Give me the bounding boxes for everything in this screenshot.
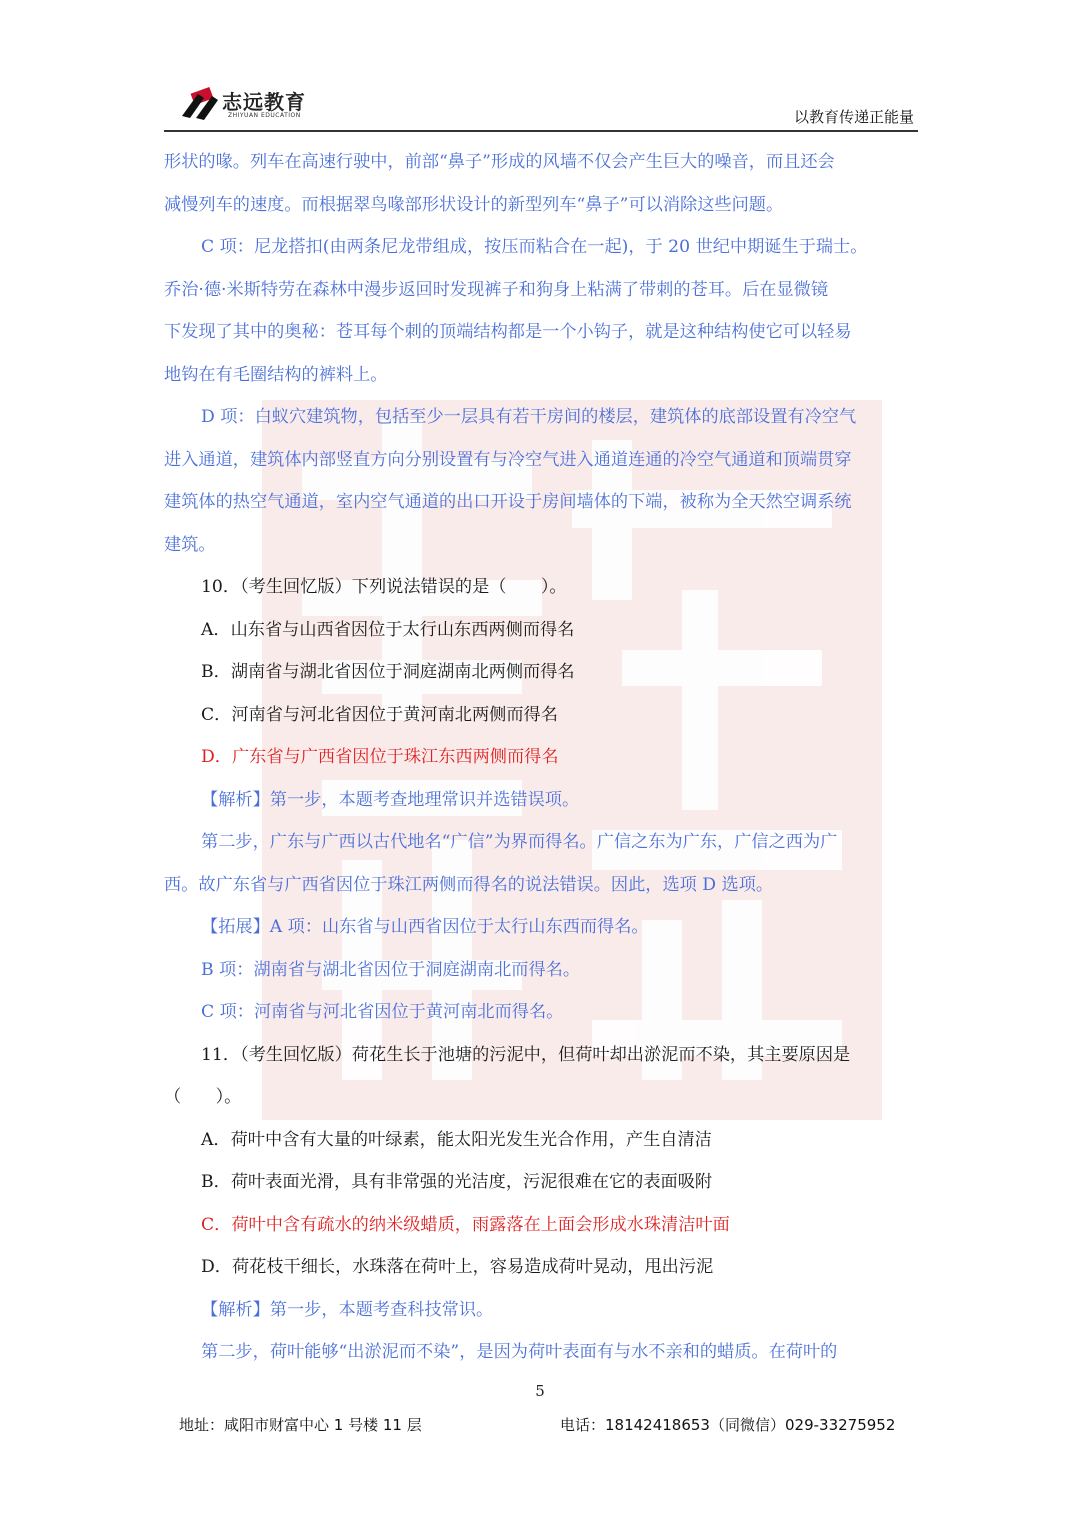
header-divider [164,130,918,132]
text-line: 形状的喙。列车在高速行驶中，前部“鼻子”形成的风墙不仅会产生巨大的噪音，而且还会 [164,152,835,172]
text-line: C．河南省与河北省因位于黄河南北两侧而得名 [201,704,558,725]
page-number: 5 [535,1382,545,1400]
text-line: C 项：河南省与河北省因位于黄河南北而得名。 [201,1002,564,1022]
logo-mark-icon [178,80,222,122]
text-line: B．荷叶表面光滑，具有非常强的光洁度，污泥很难在它的表面吸附 [201,1172,713,1192]
document-body [164,141,918,1374]
text-line: 下发现了其中的奥秘：苍耳每个刺的顶端结构都是一个小钩子，就是这种结构使它可以轻易 [164,322,852,342]
text-line: 10．（考生回忆版）下列说法错误的是（ ）。 [201,577,567,597]
text-line: 第二步，荷叶能够“出淤泥而不染”，是因为荷叶表面有与水不亲和的蜡质。在荷叶的 [201,1342,838,1362]
logo-english-text: ZHIYUAN EDUCATION [228,112,301,119]
text-line: B．湖南省与湖北省因位于洞庭湖南北两侧而得名 [201,662,575,682]
text-line: 建筑体的热空气通道，室内空气通道的出口开设于房间墙体的下端，被称为全天然空调系统 [164,492,852,512]
text-line: A．山东省与山西省因位于太行山东西两侧而得名 [201,619,575,640]
page-header [164,76,918,132]
text-line: C．荷叶中含有疏水的纳米级蜡质，雨露落在上面会形成水珠清洁叶面 [201,1214,730,1235]
text-line: 【拓展】A 项：山东省与山西省因位于太行山东西而得名。 [201,917,649,937]
text-line: 【解析】第一步，本题考查地理常识并选错误项。 [201,789,580,810]
text-line: D．广东省与广西省因位于珠江东西两侧而得名 [201,747,559,767]
text-line: 减慢列车的速度。而根据翠鸟喙部形状设计的新型列车“鼻子”可以消除这些问题。 [164,194,784,215]
text-line: 11．（考生回忆版）荷花生长于池塘的污泥中，但荷叶却出淤泥而不染，其主要原因是 [201,1044,851,1065]
text-line: 第二步，广东与广西以古代地名“广信”为界而得名。广信之东为广东，广信之西为广 [201,832,838,852]
text-line: （ ）。 [164,1087,242,1107]
text-line: B 项：湖南省与湖北省因位于洞庭湖南北而得名。 [201,959,581,980]
text-line: 进入通道，建筑体内部竖直方向分别设置有与冷空气进入通道连通的冷空气通道和顶端贯穿 [164,449,852,470]
footer-phone: 电话：18142418653（同微信）029-33275952 [560,1416,896,1434]
brand-logo [178,80,348,124]
text-line: D．荷花枝干细长，水珠落在荷叶上，容易造成荷叶晃动，甩出污泥 [201,1257,714,1277]
text-line: C 项：尼龙搭扣(由两条尼龙带组成，按压而粘合在一起)，于 20 世纪中期诞生于瑞士。 [201,237,868,257]
text-line: D 项：白蚁穴建筑物，包括至少一层具有若干房间的楼层，建筑体的底部设置有冷空气 [201,407,857,427]
text-line: 建筑。 [164,534,216,555]
text-line: 乔治·德·米斯特劳在森林中漫步返回时发现裤子和狗身上粘满了带刺的苍耳。后在显微镜 [164,279,829,300]
logo-chinese-text: 志远教育 [222,90,306,114]
text-line: 地钩在有毛圈结构的裤料上。 [164,364,388,385]
text-line: A．荷叶中含有大量的叶绿素，能太阳光发生光合作用，产生自清洁 [201,1129,712,1150]
header-slogan: 以教育传递正能量 [793,108,914,126]
footer-address: 地址：咸阳市财富中心 1 号楼 11 层 [179,1416,422,1434]
text-line: 【解析】第一步，本题考查科技常识。 [201,1299,494,1320]
text-line: 西。故广东省与广西省因位于珠江两侧而得名的说法错误。因此，选项 D 选项。 [164,874,774,895]
